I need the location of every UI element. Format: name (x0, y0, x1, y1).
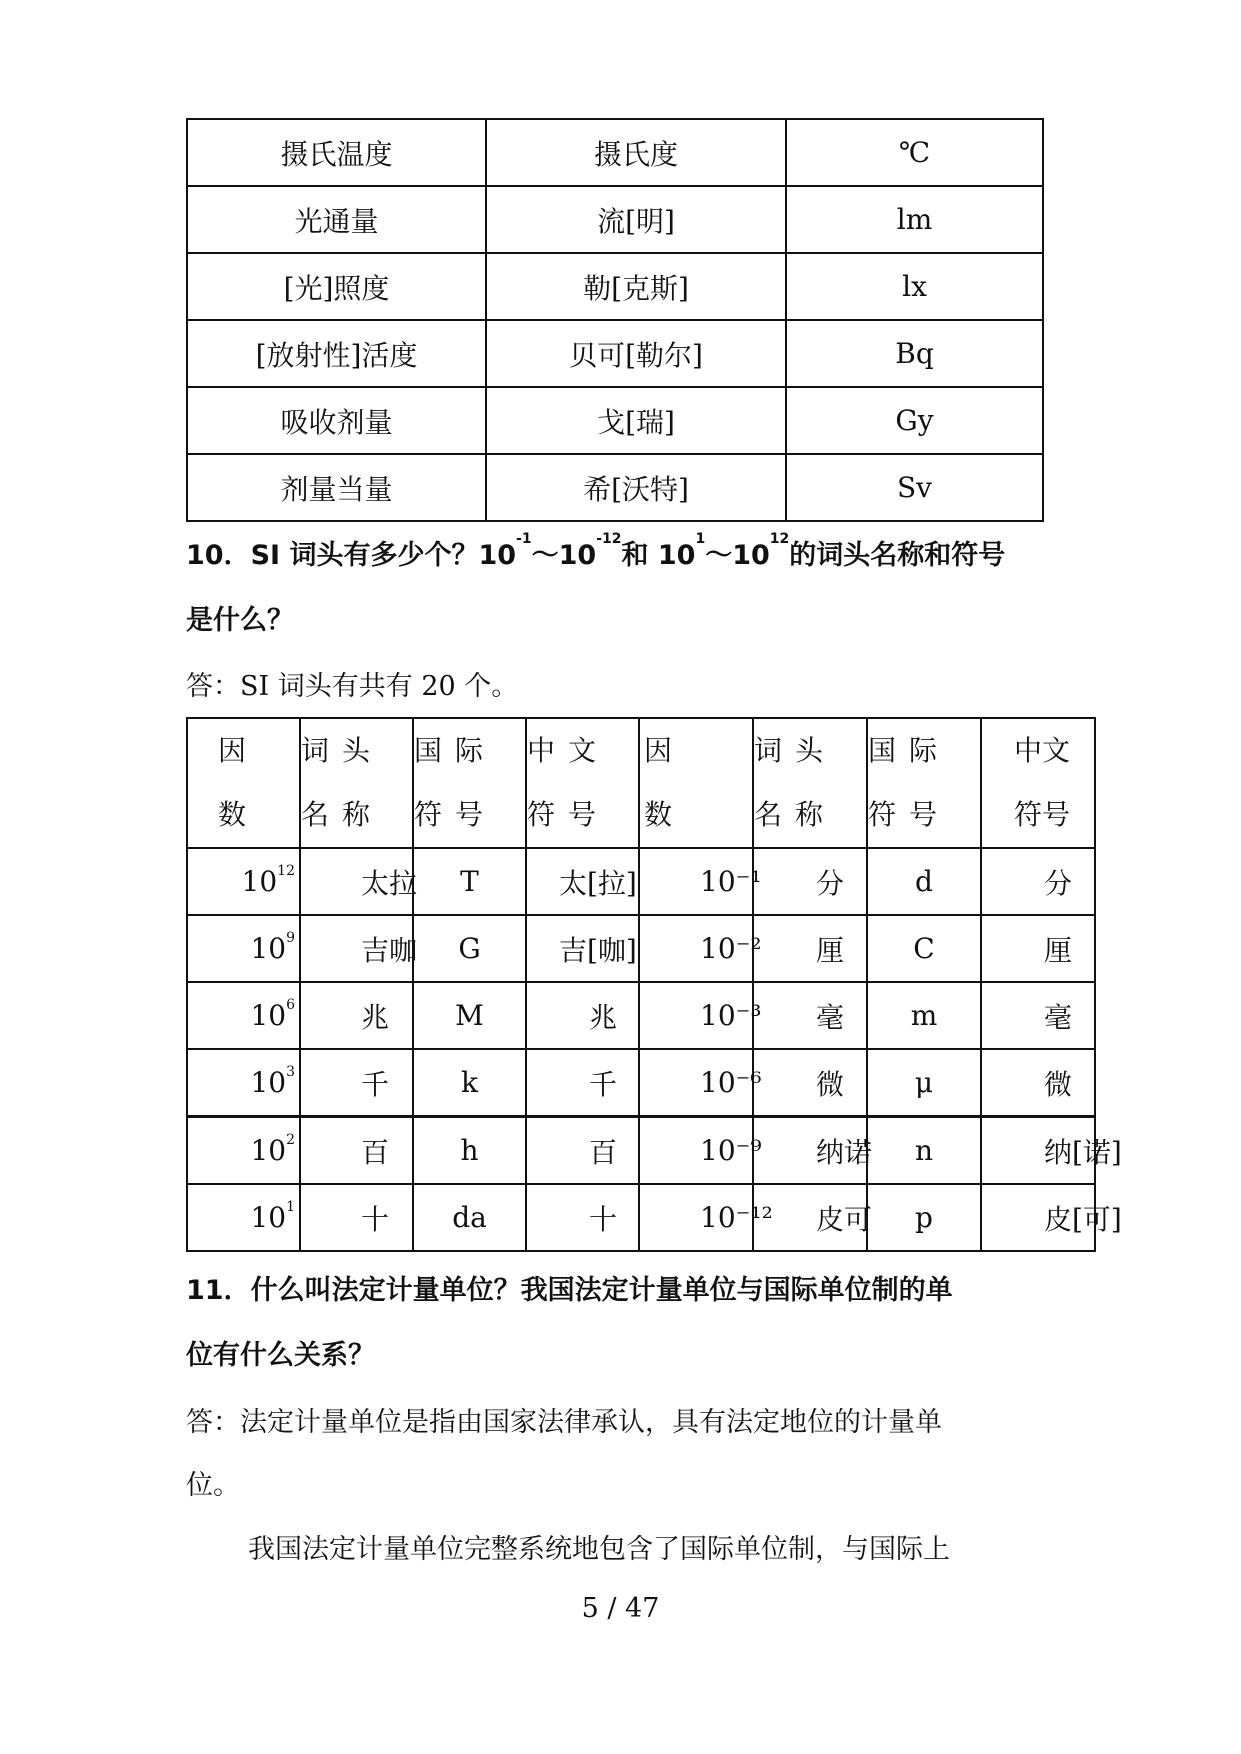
intl-symbol-cell-2: p (867, 1184, 981, 1251)
factor-cell (187, 982, 300, 1049)
header-intl-symbol: 国际符号 (413, 718, 526, 848)
unit-cell: 勒[克斯] (486, 253, 786, 320)
intl-symbol-cell-2: C (867, 915, 981, 982)
table-row (187, 253, 1043, 320)
header-prefix-name: 词头名称 (300, 718, 413, 848)
factor-exp: 9 (286, 930, 295, 946)
table-row (187, 186, 1043, 253)
prefix-name-cell: 十 (300, 1184, 413, 1251)
prefix-name-cell-2: 分 (753, 848, 867, 915)
prefix-name-cell-2: 厘 (753, 915, 867, 982)
prefix-name-cell: 兆 (300, 982, 413, 1049)
intl-symbol-cell: M (413, 982, 526, 1049)
header-cn-symbol: 中文符号 (526, 718, 639, 848)
factor-cell (187, 1184, 300, 1251)
header-cn-symbol-2: 中文符号 (981, 718, 1095, 848)
answer-11-line1: 答：法定计量单位是指由国家法律承认，具有法定地位的计量单 (186, 1407, 942, 1438)
question-11-line1: 11．什么叫法定计量单位？我国法定计量单位与国际单位制的单 (186, 1275, 953, 1306)
factor-cell (187, 1117, 300, 1185)
intl-symbol-cell: T (413, 848, 526, 915)
header-intl-symbol-2: 国际符号 (867, 718, 981, 848)
table-row (187, 1117, 1095, 1185)
prefix-name-cell: 千 (300, 1049, 413, 1117)
intl-symbol-cell-2: n (867, 1117, 981, 1185)
cn-symbol-cell: 百 (526, 1117, 639, 1185)
q10-text-d: ～10 (705, 540, 770, 571)
q10-sup-c: 1 (695, 531, 706, 547)
unit-cell: 贝可[勒尔] (486, 320, 786, 387)
unit-cell: 摄氏度 (486, 119, 786, 186)
question-11-line2: 位有什么关系？ (186, 1340, 375, 1371)
factor-exp: 6 (286, 997, 295, 1013)
q10-text-c: 和 10 (621, 540, 696, 571)
prefix-name-cell: 吉咖 (300, 915, 413, 982)
symbol-cell: Gy (786, 387, 1043, 454)
quantity-cell: 吸收剂量 (187, 387, 486, 454)
header-factor-2: 因 数 (639, 718, 753, 848)
factor-exp: 1 (286, 1199, 295, 1215)
factor-base: 10 (250, 932, 287, 965)
unit-cell: 戈[瑞] (486, 387, 786, 454)
prefix-name-cell-2: 毫 (753, 982, 867, 1049)
q10-text-e: 的词头名称和符号 (789, 540, 1006, 571)
q10-sup-d: 12 (769, 531, 790, 547)
table-row (187, 1184, 1095, 1251)
quantity-cell: 光通量 (187, 186, 486, 253)
symbol-cell: Bq (786, 320, 1043, 387)
prefix-table (186, 717, 1122, 1252)
table-row (187, 1049, 1095, 1117)
table-row (187, 387, 1043, 454)
factor-base: 10 (250, 999, 287, 1032)
question-10-line2: 是什么？ (186, 605, 294, 636)
unit-cell: 希[沃特] (486, 454, 786, 521)
q10-sup-a: -1 (516, 531, 532, 547)
intl-symbol-cell-2: m (867, 982, 981, 1049)
factor-cell (187, 1049, 300, 1117)
symbol-cell: ℃ (786, 119, 1043, 186)
header-prefix-name-2: 词头名称 (753, 718, 867, 848)
answer-10: 答：SI 词头有共有 20 个。 (186, 671, 519, 702)
intl-symbol-cell: da (413, 1184, 526, 1251)
quantity-cell: 剂量当量 (187, 454, 486, 521)
factor-exp: 3 (286, 1064, 295, 1080)
unit-cell: 流[明] (486, 186, 786, 253)
factor-cell (187, 848, 300, 915)
factor-cell (187, 915, 300, 982)
header-row (187, 718, 1095, 848)
intl-symbol-cell-2: μ (867, 1049, 981, 1117)
symbol-cell: lx (786, 253, 1043, 320)
quantity-cell: 摄氏温度 (187, 119, 486, 186)
q10-text-b: ～10 (531, 540, 597, 571)
factor-cell-2: 10⁻⁹ (639, 1117, 753, 1185)
cn-symbol-cell: 千 (526, 1049, 639, 1117)
factor-exp: 12 (277, 863, 295, 879)
q10-text-a: 10．SI 词头有多少个？10 (186, 540, 517, 571)
prefix-name-cell: 太拉 (300, 848, 413, 915)
prefix-name-cell-2: 纳诺 (753, 1117, 867, 1185)
cn-symbol-cell-2: 纳[诺] (981, 1117, 1095, 1185)
factor-base: 10 (250, 1066, 287, 1099)
cn-symbol-cell-2: 毫 (981, 982, 1095, 1049)
intl-symbol-cell: G (413, 915, 526, 982)
factor-base: 10 (250, 1134, 287, 1167)
table-row (187, 848, 1095, 915)
quantity-cell: [放射性]活度 (187, 320, 486, 387)
intl-symbol-cell: h (413, 1117, 526, 1185)
table-row (187, 454, 1043, 521)
cn-symbol-cell: 十 (526, 1184, 639, 1251)
answer-11-line2: 位。 (186, 1470, 240, 1501)
intl-symbol-cell-2: d (867, 848, 981, 915)
cn-symbol-cell-2: 厘 (981, 915, 1095, 982)
factor-exp: 2 (286, 1132, 295, 1148)
header-factor: 因 数 (187, 718, 300, 848)
factor-base: 10 (241, 865, 278, 898)
factor-cell-2: 10⁻² (639, 915, 753, 982)
page-number: 5 / 47 (581, 1593, 660, 1624)
q10-sup-b: -12 (596, 531, 622, 547)
cn-symbol-cell: 兆 (526, 982, 639, 1049)
prefix-name-cell: 百 (300, 1117, 413, 1185)
factor-cell-2: 10⁻¹ (639, 848, 753, 915)
factor-cell-2: 10⁻³ (639, 982, 753, 1049)
prefix-name-cell-2: 微 (753, 1049, 867, 1117)
factor-cell-2: 10⁻⁶ (639, 1049, 753, 1117)
factor-cell-2: 10⁻¹² (639, 1184, 753, 1251)
table-row (187, 915, 1095, 982)
factor-base: 10 (250, 1201, 287, 1234)
cn-symbol-cell: 太[拉] (526, 848, 639, 915)
cn-symbol-cell-2: 分 (981, 848, 1095, 915)
prefix-name-cell-2: 皮可 (753, 1184, 867, 1251)
quantity-cell: [光]照度 (187, 253, 486, 320)
answer-11-line3: 我国法定计量单位完整系统地包含了国际单位制，与国际上 (248, 1534, 950, 1565)
intl-symbol-cell: k (413, 1049, 526, 1117)
table-row (187, 982, 1095, 1049)
table-row (187, 119, 1043, 186)
table-row (187, 320, 1043, 387)
symbol-cell: lm (786, 186, 1043, 253)
symbol-cell: Sv (786, 454, 1043, 521)
question-10-line1 (186, 533, 1005, 572)
cn-symbol-cell-2: 皮[可] (981, 1184, 1095, 1251)
cn-symbol-cell-2: 微 (981, 1049, 1095, 1117)
cn-symbol-cell: 吉[咖] (526, 915, 639, 982)
units-table (186, 118, 1044, 522)
